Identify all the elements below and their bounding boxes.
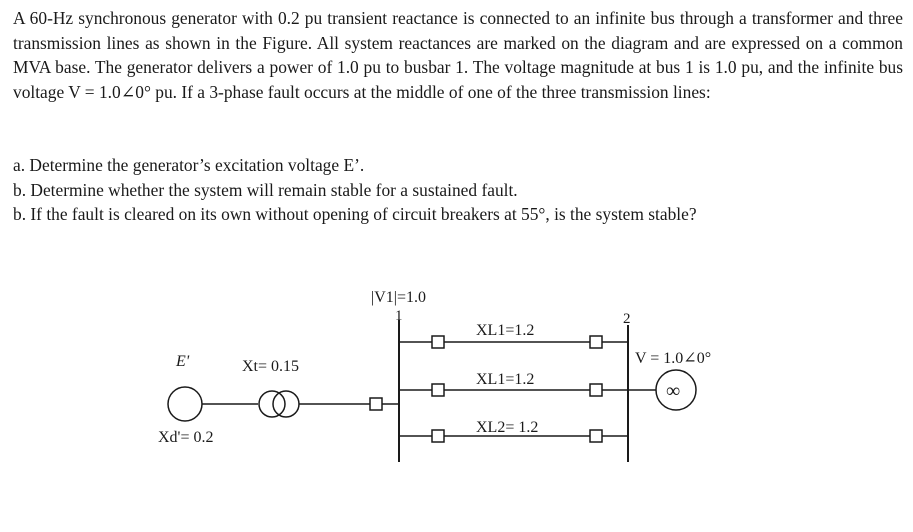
question-b: b. Determine whether the system will remain stable for a sustained fault. [13, 179, 518, 200]
bus1-voltage-label: |V1|=1.0 [371, 289, 426, 306]
bus2-number-label: 2 [623, 311, 631, 327]
breaker-transformer [370, 398, 382, 410]
transformer-winding-1 [259, 391, 285, 417]
breaker-line2-right [590, 384, 602, 396]
line2-reactance-label: XL1=1.2 [476, 371, 535, 388]
problem-text: A 60-Hz synchronous generator with 0.2 pu transient reactance is connected to an infinite bus through a transformer and three transmission lines as shown in the Figure. All system reactances are marked on the diagram and are expressed on a common MVA base. The generator delivers a power of 1.0 pu to busbar 1. The voltage magnitude at bus 1 is 1.0 pu, and the infinite bus voltage V = 1.0∠0° pu. If a 3-phase fault occurs at the middle of one of the three transmission lines: [13, 8, 903, 102]
bus1-number-label: 1 [395, 308, 403, 324]
transformer-winding-2 [273, 391, 299, 417]
generator-emf-label: E' [176, 353, 190, 370]
generator-reactance-label: Xd'= 0.2 [158, 429, 214, 446]
infinite-bus-voltage-label: V = 1.0∠0° [635, 350, 712, 367]
line3-reactance-label: XL2= 1.2 [476, 419, 539, 436]
question-a: a. Determine the generator’s excitation voltage E’. [13, 155, 365, 175]
breaker-line3-left [432, 430, 444, 442]
transformer-reactance-label: Xt= 0.15 [242, 358, 300, 375]
breaker-line2-left [432, 384, 444, 396]
line1-reactance-label: XL1=1.2 [476, 322, 535, 339]
question-c: b. If the fault is cleared on its own without opening of circuit breakers at 55°, is the system stable? [13, 204, 697, 225]
generator-symbol [168, 387, 202, 421]
infinity-icon: ∞ [666, 380, 681, 402]
breaker-line1-left [432, 336, 444, 348]
breaker-line3-right [590, 430, 602, 442]
breaker-line1-right [590, 336, 602, 348]
